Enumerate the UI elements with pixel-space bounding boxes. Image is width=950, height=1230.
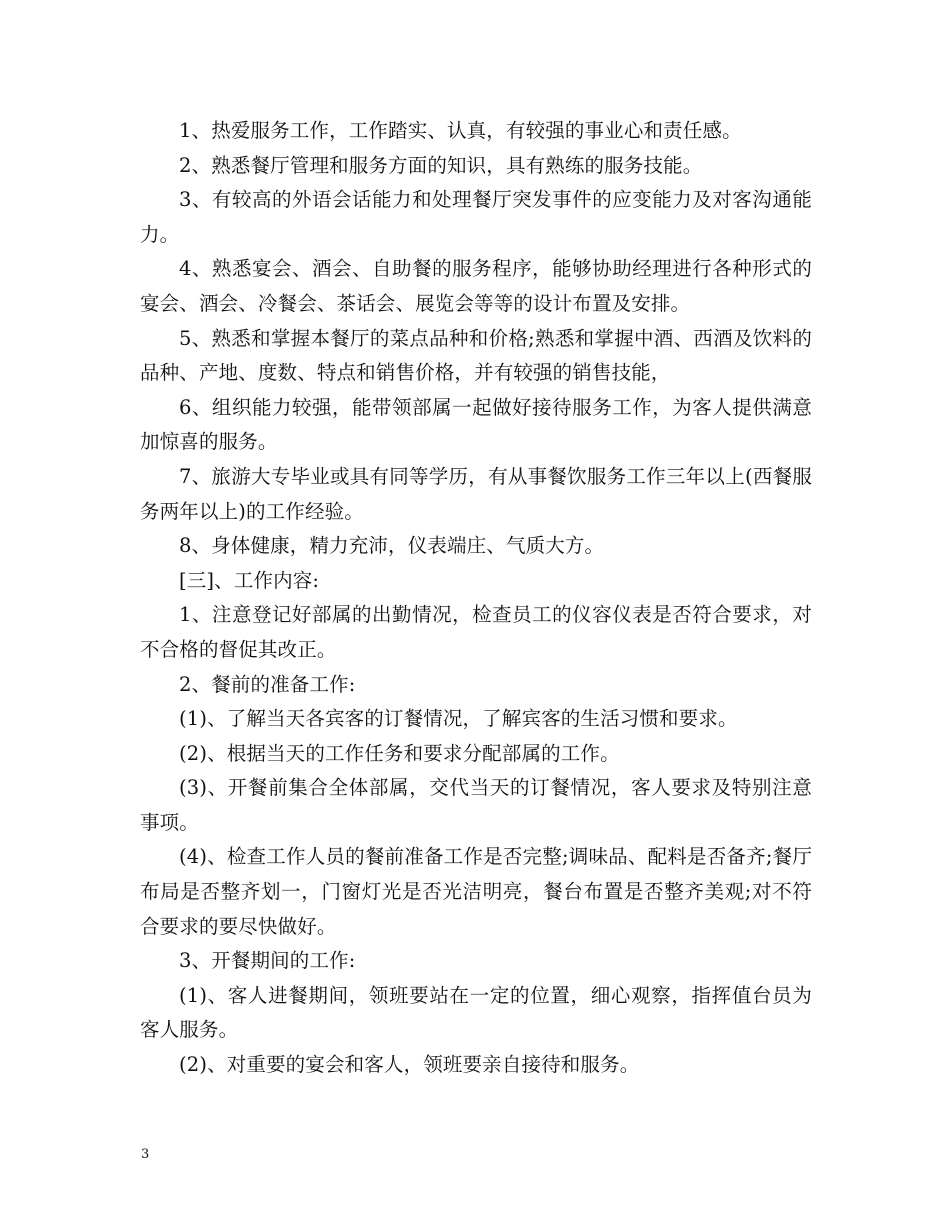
paragraph-work-2-1: (1)、了解当天各宾客的订餐情况，了解宾客的生活习惯和要求。	[179, 707, 738, 731]
document-body	[140, 114, 812, 1083]
paragraph-work-3-1: (1)、客人进餐期间，领班要站在一定的位置，细心观察，指挥值台员为客人服务。	[140, 983, 812, 1042]
paragraph-5: 5、熟悉和掌握本餐厅的菜点品种和价格;熟悉和掌握中酒、西酒及饮料的品种、产地、度数、特点和销售价格，并有较强的销售技能，	[140, 326, 812, 385]
paragraph-3: 3、有较高的外语会话能力和处理餐厅突发事件的应变能力及对客沟通能力。	[140, 188, 812, 246]
paragraph-work-3-2: (2)、对重要的宴会和客人，领班要亲自接待和服务。	[179, 1053, 640, 1077]
paragraph-work-1: 1、注意登记好部属的出勤情况，检查员工的仪容仪表是否符合要求，对不合格的督促其改正。	[140, 603, 812, 661]
paragraph-work-2-4: (4)、检查工作人员的餐前准备工作是否完整;调味品、配料是否备齐;餐厅布局是否整齐划一，门窗灯光是否光洁明亮，餐台布置是否整齐美观;对不符合要求的要尽快做好。	[140, 845, 812, 938]
paragraph-work-2: 2、餐前的准备工作:	[179, 672, 356, 696]
page-number: 3	[141, 1147, 150, 1162]
paragraph-2: 2、熟悉餐厅管理和服务方面的知识，具有熟练的服务技能。	[179, 153, 703, 177]
paragraph-work-2-2: (2)、根据当天的工作任务和要求分配部属的工作。	[179, 741, 620, 765]
paragraph-7: 7、旅游大专毕业或具有同等学历，有从事餐饮服务工作三年以上(西餐服务两年以上)的工作经验。	[140, 464, 812, 523]
paragraph-work-3: 3、开餐期间的工作:	[179, 949, 356, 973]
paragraph-work-2-3: (3)、开餐前集合全体部属，交代当天的订餐情况，客人要求及特别注意事项。	[140, 776, 812, 834]
paragraph-1: 1、热爱服务工作，工作踏实、认真，有较强的事业心和责任感。	[179, 119, 742, 142]
paragraph-8: 8、身体健康，精力充沛，仪表端庄、气质大方。	[179, 534, 605, 558]
paragraph-6: 6、组织能力较强，能带领部属一起做好接待服务工作，为客人提供满意加惊喜的服务。	[140, 395, 812, 454]
paragraph-4: 4、熟悉宴会、酒会、自助餐的服务程序，能够协助经理进行各种形式的宴会、酒会、冷餐会、茶话会、展览会等等的设计布置及安排。	[140, 257, 812, 315]
section-heading-work-content: [三]、工作内容:	[179, 568, 320, 592]
